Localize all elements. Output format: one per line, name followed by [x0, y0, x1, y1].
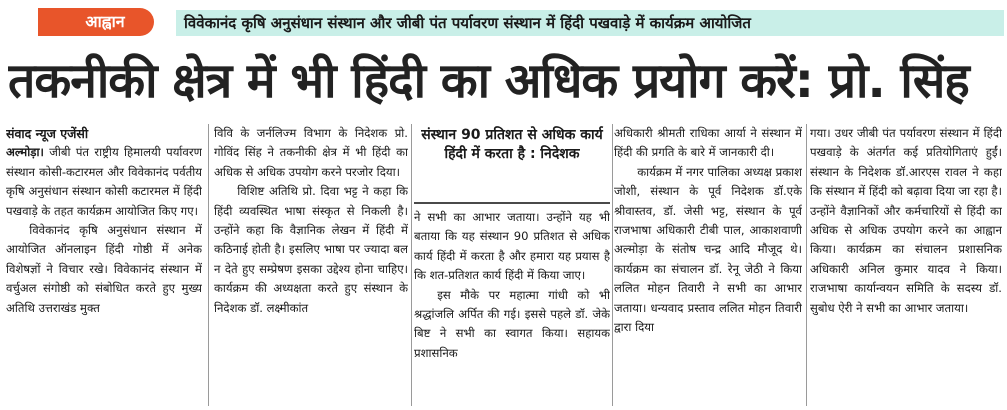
article-column-4	[614, 124, 802, 410]
column-divider	[208, 124, 209, 406]
paragraph: ने सभी का आभार जताया। उन्होंने यह भी बताया कि यह संस्थान 90 प्रतिशत से अधिक कार्य हिंदी में करता है और हमारा यह प्रयास है कि शत-प्रतिशत कार्य हिंदी में किया जाए।	[414, 210, 610, 283]
paragraph: अधिकारी श्रीमती राधिका आर्या ने संस्थान में हिंदी की प्रगति के बारे में जानकारी दी।	[614, 126, 802, 160]
paragraph	[6, 143, 202, 221]
kicker-strip	[0, 0, 1007, 42]
dateline: अल्मोड़ा।	[6, 145, 44, 160]
section-tag: आह्वान	[56, 8, 154, 36]
kicker-headline: विवेकानंद कृषि अनुसंधान संस्थान और जीबी पंत पर्यावरण संस्थान में हिंदी पखवाड़े में कार्यक्रम आयोजित	[176, 10, 1004, 36]
article-column-1	[6, 124, 202, 410]
article-column-5	[810, 124, 1002, 410]
column-divider	[806, 124, 807, 406]
column-divider	[411, 124, 412, 406]
paragraph: विवि के जर्नलिज्म विभाग के निदेशक प्रो. गोविंद सिंह ने तकनीकी क्षेत्र में भी हिंदी का अधिक से अधिक उपयोग करने परजोर दिया।	[214, 126, 408, 179]
article-column-3	[414, 208, 610, 410]
paragraph: विशिष्ट अतिथि प्रो. दिवा भट्ट ने कहा कि हिंदी व्यवस्थित भाषा संस्कृत से निकली है। उन्होंने कहा कि वैज्ञानिक लेखन में हिंदी में कठिनाई होती है। इसलिए भाषा पर ज्यादा बल न देते हुए सम्प्रेषण इसका उद्देश्य होना चाहिए। कार्यक्रम की अध्यक्षता करते हुए संस्थान के निदेशक डॉ. लक्ष्मीकांत	[214, 184, 408, 315]
paragraph-text: जीबी पंत राष्ट्रीय हिमालयी पर्यावरण संस्थान कोसी-कटारमल और विवेकानंद पर्वतीय कृषि अनुसंधान संस्थान कोसी कटारमल में हिंदी पखवाड़े के तहत कार्यक्रम आयोजित किए गए।	[6, 145, 202, 218]
paragraph: इस मौके पर महात्मा गांधी को भी श्रद्धांजलि अर्पित की गई। इससे पहले डॉ. जेके बिष्ट ने सभी का स्वागत किया। सहायक प्रशासनिक	[414, 287, 610, 360]
paragraph: गया। उधर जीबी पंत पर्यावरण संस्थान में हिंदी पखवाड़े के अंतर्गत कई प्रतियोगिताएं हुईं। संस्थान के निदेशक डॉ.आरएस रावल ने कहा कि संस्थान में हिंदी को बढ़ावा दिया जा रहा है। उन्होंने वैज्ञानिकों और कर्मचारियों से हिंदी का अधिक से अधिक उपयोग करने का आह्वान किया। कार्यक्रम का संचालन प्रशासनिक अधिकारी अनिल कुमार यादव ने किया। राजभाषा कार्यान्वयन समिति के सदस्य डॉ. सुबोध ऐरी ने सभी का आभार जताया।	[810, 126, 1002, 315]
paragraph: कार्यक्रम में नगर पालिका अध्यक्ष प्रकाश जोशी, संस्थान के पूर्व निदेशक डॉ.एके श्रीवास्तव, डॉ. जेसी भट्ट, संस्थान के पूर्व राजभाषा अधिकारी टीबी पाल, आकाशवाणी अल्मोड़ा के संतोष चन्द्र आदि मौजूद थे। कार्यक्रम का संचालन डॉ. रेनू जेठी ने किया ललित मोहन तिवारी ने सभी का आभार जताया। धन्यवाद प्रस्ताव ललित मोहन तिवारी द्वारा दिया	[614, 164, 802, 335]
article-column-2	[214, 124, 408, 410]
column-divider	[612, 124, 613, 406]
main-headline: तकनीकी क्षेत्र में भी हिंदी का अधिक प्रयोग करें: प्रो. सिंह	[8, 53, 969, 109]
pull-quote: संस्थान 90 प्रतिशत से अधिक कार्य हिंदी में करता है : निदेशक	[414, 124, 610, 204]
byline: संवाद न्यूज एजेंसी	[6, 126, 89, 141]
paragraph: विवेकानंद कृषि अनुसंधान संस्थान में आयोजित ऑनलाइन हिंदी गोष्ठी में अनेक विशेषज्ञों ने विचार रखे। विवेकानंद संस्थान में वर्चुअल संगोष्ठी को संबोधित करते हुए मुख्य अतिथि उत्तराखंड मुक्त	[6, 223, 202, 315]
